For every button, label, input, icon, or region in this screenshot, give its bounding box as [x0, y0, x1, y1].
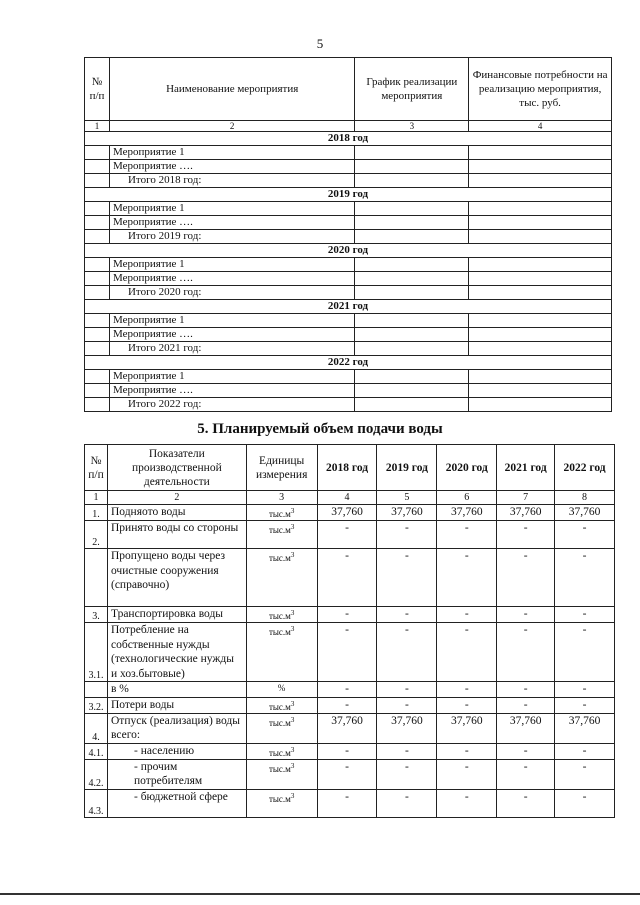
- value-cell: -: [317, 789, 377, 817]
- unit-exponent: 3: [290, 715, 295, 724]
- row-no: 2.: [85, 521, 108, 549]
- finance-cell: [469, 272, 612, 286]
- unit-cell: [246, 789, 317, 817]
- row-no: 4.2.: [85, 759, 108, 789]
- event-row: [85, 160, 612, 174]
- schedule-cell: [355, 160, 469, 174]
- event-name: Итого 2020 год:: [109, 286, 354, 300]
- schedule-cell: [355, 258, 469, 272]
- event-name: Мероприятие ….: [109, 160, 354, 174]
- finance-cell: [469, 202, 612, 216]
- value-cell: -: [555, 521, 615, 549]
- event-name: Итого 2018 год:: [109, 174, 354, 188]
- col-number: 3: [246, 491, 317, 505]
- value-cell: -: [317, 607, 377, 623]
- value-cell: -: [317, 759, 377, 789]
- value-cell: -: [437, 607, 497, 623]
- section-title: 5. Планируемый объем подачи воды: [197, 421, 443, 437]
- event-name: Итого 2019 год:: [109, 230, 354, 244]
- value-cell: 37,760: [377, 505, 437, 521]
- indicator-row: [85, 713, 615, 743]
- unit-label: тыс.м: [268, 793, 291, 804]
- year-label: 2018 год: [85, 132, 612, 146]
- value-cell: -: [555, 607, 615, 623]
- value-cell: -: [377, 682, 437, 698]
- header-year: 2018 год: [317, 445, 377, 491]
- value-cell: -: [437, 789, 497, 817]
- schedule-cell: [355, 146, 469, 160]
- row-no: 4.1.: [85, 743, 108, 759]
- unit-exponent: 3: [290, 507, 295, 515]
- col-number: 2: [109, 121, 354, 132]
- value-cell: -: [437, 549, 497, 607]
- finance-cell: [469, 370, 612, 384]
- unit-label: тыс.м: [268, 747, 291, 758]
- indicator-row: [85, 505, 615, 521]
- indicator-name: Отпуск (реализация) воды всего:: [107, 713, 246, 743]
- value-cell: -: [377, 623, 437, 682]
- year-label: 2020 год: [85, 244, 612, 258]
- event-row: [85, 314, 612, 328]
- finance-cell: [469, 216, 612, 230]
- indicator-name: в %: [107, 682, 246, 698]
- unit-cell: [246, 697, 317, 713]
- year-row: [85, 356, 612, 370]
- unit-exponent: 3: [290, 699, 295, 708]
- indicator-row: [85, 759, 615, 789]
- row-no: [85, 398, 110, 412]
- unit-label: тыс.м: [268, 611, 291, 621]
- value-cell: -: [377, 789, 437, 817]
- value-cell: -: [497, 789, 555, 817]
- header-finance: Финансовые потребности на реализацию мероприятия, тыс. руб.: [469, 58, 612, 121]
- indicator-row: [85, 682, 615, 698]
- value-cell: -: [555, 623, 615, 682]
- schedule-cell: [355, 174, 469, 188]
- row-no: [85, 314, 110, 328]
- event-name: Мероприятие 1: [109, 258, 354, 272]
- value-cell: -: [437, 521, 497, 549]
- row-no: 4.3.: [85, 789, 108, 817]
- year-row: [85, 188, 612, 202]
- value-cell: -: [555, 549, 615, 607]
- schedule-cell: [355, 314, 469, 328]
- events-table-header: [85, 58, 612, 121]
- page-number: 5: [316, 36, 324, 51]
- unit-exponent: 3: [290, 523, 295, 531]
- finance-cell: [469, 230, 612, 244]
- unit-exponent: 3: [290, 761, 295, 770]
- header-unit: Единицы измерения: [246, 445, 317, 491]
- finance-cell: [469, 258, 612, 272]
- event-row: [85, 384, 612, 398]
- row-no: [85, 328, 110, 342]
- unit-cell: [246, 521, 317, 549]
- col-number: 4: [469, 121, 612, 132]
- value-cell: -: [497, 759, 555, 789]
- value-cell: -: [555, 759, 615, 789]
- event-name: Мероприятие 1: [109, 314, 354, 328]
- unit-cell: [246, 682, 317, 698]
- row-no: 1.: [85, 505, 108, 521]
- value-cell: -: [497, 682, 555, 698]
- indicator-row: [85, 697, 615, 713]
- unit-cell: [246, 759, 317, 789]
- row-no: [85, 146, 110, 160]
- event-row: [85, 146, 612, 160]
- row-no: 3.2.: [85, 697, 108, 713]
- value-cell: -: [497, 521, 555, 549]
- row-no: 4.: [85, 713, 108, 743]
- schedule-cell: [355, 286, 469, 300]
- indicator-name: Транспортировка воды: [107, 607, 246, 623]
- row-no: [85, 272, 110, 286]
- value-cell: -: [555, 789, 615, 817]
- unit-cell: [246, 743, 317, 759]
- row-no: [85, 370, 110, 384]
- schedule-cell: [355, 216, 469, 230]
- year-row: [85, 132, 612, 146]
- indicator-name: Принято воды со стороны: [107, 521, 246, 549]
- year-row: [85, 244, 612, 258]
- value-cell: 37,760: [317, 713, 377, 743]
- row-no: 3.: [85, 607, 108, 623]
- water-table-header: [85, 445, 615, 491]
- event-name: Итого 2022 год:: [109, 398, 354, 412]
- unit-cell: [246, 505, 317, 521]
- event-row: [85, 328, 612, 342]
- value-cell: -: [437, 697, 497, 713]
- event-name: Мероприятие ….: [109, 384, 354, 398]
- value-cell: -: [437, 743, 497, 759]
- indicator-name: Потребление на собственные нужды (технологические нужды и хоз.бытовые): [107, 623, 246, 682]
- header-indicator: Показатели производственной деятельности: [107, 445, 246, 491]
- schedule-cell: [355, 398, 469, 412]
- unit-exponent: 3: [290, 609, 295, 617]
- indicator-name: - населению: [107, 743, 246, 759]
- schedule-cell: [355, 328, 469, 342]
- unit-label: тыс.м: [268, 509, 291, 519]
- indicator-name: Подняото воды: [107, 505, 246, 521]
- header-no: № п/п: [85, 445, 108, 491]
- value-cell: -: [497, 549, 555, 607]
- finance-cell: [469, 160, 612, 174]
- finance-cell: [469, 384, 612, 398]
- row-no: [85, 230, 110, 244]
- event-row: [85, 258, 612, 272]
- value-cell: 37,760: [555, 713, 615, 743]
- finance-cell: [469, 174, 612, 188]
- value-cell: -: [317, 521, 377, 549]
- unit-cell: [246, 607, 317, 623]
- col-number: 8: [555, 491, 615, 505]
- value-cell: -: [497, 743, 555, 759]
- finance-cell: [469, 286, 612, 300]
- schedule-cell: [355, 370, 469, 384]
- value-cell: -: [377, 607, 437, 623]
- event-name: Мероприятие 1: [109, 202, 354, 216]
- schedule-cell: [355, 342, 469, 356]
- event-name: Мероприятие 1: [109, 370, 354, 384]
- year-label: 2021 год: [85, 300, 612, 314]
- event-name: Итого 2021 год:: [109, 342, 354, 356]
- year-label: 2019 год: [85, 188, 612, 202]
- value-cell: -: [437, 759, 497, 789]
- indicator-row: [85, 623, 615, 682]
- event-row: [85, 272, 612, 286]
- header-schedule: График реализации мероприятия: [355, 58, 469, 121]
- value-cell: -: [377, 549, 437, 607]
- value-cell: -: [555, 682, 615, 698]
- unit-cell: [246, 713, 317, 743]
- value-cell: 37,760: [497, 713, 555, 743]
- total-row: [85, 398, 612, 412]
- event-name: Мероприятие ….: [109, 328, 354, 342]
- value-cell: -: [377, 743, 437, 759]
- unit-label: %: [277, 683, 286, 693]
- value-cell: -: [497, 623, 555, 682]
- header-year: 2021 год: [497, 445, 555, 491]
- year-row: [85, 300, 612, 314]
- value-cell: -: [377, 759, 437, 789]
- finance-cell: [469, 314, 612, 328]
- row-no: [85, 384, 110, 398]
- row-no: [85, 549, 108, 607]
- unit-label: тыс.м: [268, 717, 291, 728]
- value-cell: -: [497, 697, 555, 713]
- value-cell: -: [317, 623, 377, 682]
- indicator-row: [85, 743, 615, 759]
- events-table: [84, 57, 612, 412]
- row-no: [85, 160, 110, 174]
- unit-exponent: 3: [290, 745, 295, 754]
- col-number: 3: [355, 121, 469, 132]
- row-no: [85, 202, 110, 216]
- value-cell: -: [317, 549, 377, 607]
- indicator-name: - бюджетной сфере: [107, 789, 246, 817]
- schedule-cell: [355, 230, 469, 244]
- header-year: 2019 год: [377, 445, 437, 491]
- column-numbers-row: [85, 121, 612, 132]
- total-row: [85, 174, 612, 188]
- value-cell: -: [555, 697, 615, 713]
- column-numbers-row: [85, 491, 615, 505]
- col-number: 7: [497, 491, 555, 505]
- col-number: 4: [317, 491, 377, 505]
- event-name: Мероприятие ….: [109, 216, 354, 230]
- value-cell: -: [317, 697, 377, 713]
- unit-label: тыс.м: [268, 701, 291, 712]
- value-cell: -: [497, 607, 555, 623]
- schedule-cell: [355, 202, 469, 216]
- indicator-row: [85, 549, 615, 607]
- value-cell: -: [317, 682, 377, 698]
- indicator-row: [85, 607, 615, 623]
- value-cell: 37,760: [497, 505, 555, 521]
- indicator-name: Пропущено воды через очистные сооружения (справочно): [107, 549, 246, 607]
- row-no: [85, 258, 110, 272]
- finance-cell: [469, 398, 612, 412]
- event-row: [85, 370, 612, 384]
- finance-cell: [469, 342, 612, 356]
- unit-cell: [246, 549, 317, 607]
- unit-label: тыс.м: [268, 525, 291, 535]
- total-row: [85, 342, 612, 356]
- unit-exponent: 3: [290, 625, 295, 633]
- total-row: [85, 230, 612, 244]
- col-number: 5: [377, 491, 437, 505]
- unit-label: тыс.м: [268, 763, 291, 774]
- col-number: 6: [437, 491, 497, 505]
- value-cell: 37,760: [437, 713, 497, 743]
- value-cell: 37,760: [377, 713, 437, 743]
- indicator-row: [85, 789, 615, 817]
- row-no: [85, 216, 110, 230]
- unit-label: тыс.м: [268, 627, 291, 637]
- year-label: 2022 год: [85, 356, 612, 370]
- value-cell: -: [437, 623, 497, 682]
- value-cell: -: [437, 682, 497, 698]
- event-name: Мероприятие 1: [109, 146, 354, 160]
- event-row: [85, 216, 612, 230]
- col-number: 1: [85, 121, 110, 132]
- row-no: [85, 286, 110, 300]
- value-cell: -: [377, 697, 437, 713]
- value-cell: 37,760: [317, 505, 377, 521]
- value-cell: 37,760: [437, 505, 497, 521]
- value-cell: -: [555, 743, 615, 759]
- header-no: № п/п: [85, 58, 110, 121]
- unit-exponent: 3: [290, 791, 295, 800]
- header-year: 2020 год: [437, 445, 497, 491]
- schedule-cell: [355, 384, 469, 398]
- row-no: [85, 342, 110, 356]
- footer-divider: [0, 893, 640, 895]
- schedule-cell: [355, 272, 469, 286]
- col-number: 2: [107, 491, 246, 505]
- indicator-row: [85, 521, 615, 549]
- indicator-name: Потери воды: [107, 697, 246, 713]
- value-cell: 37,760: [555, 505, 615, 521]
- value-cell: -: [317, 743, 377, 759]
- water-supply-table: [84, 444, 615, 818]
- unit-exponent: 3: [290, 551, 295, 559]
- header-name: Наименование мероприятия: [109, 58, 354, 121]
- row-no: [85, 682, 108, 698]
- event-name: Мероприятие ….: [109, 272, 354, 286]
- total-row: [85, 286, 612, 300]
- finance-cell: [469, 328, 612, 342]
- col-number: 1: [85, 491, 108, 505]
- finance-cell: [469, 146, 612, 160]
- indicator-name: - прочим потребителям: [107, 759, 246, 789]
- unit-cell: [246, 623, 317, 682]
- unit-label: тыс.м: [268, 553, 291, 563]
- row-no: 3.1.: [85, 623, 108, 682]
- row-no: [85, 174, 110, 188]
- value-cell: -: [377, 521, 437, 549]
- event-row: [85, 202, 612, 216]
- header-year: 2022 год: [555, 445, 615, 491]
